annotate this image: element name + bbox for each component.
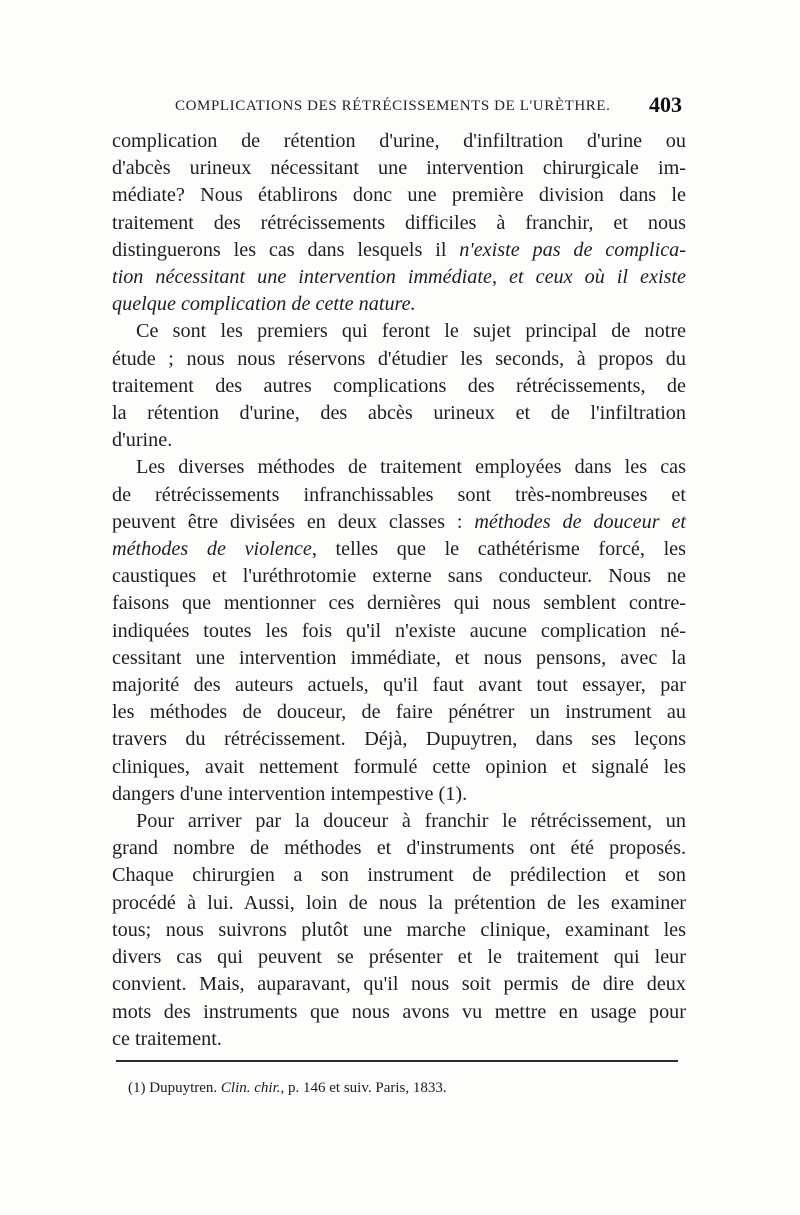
text-line: grand nombre de méthodes et d'instruments ont été proposés.	[112, 837, 686, 860]
text-line	[112, 509, 686, 536]
footnote-author: Dupuytren.	[149, 1080, 218, 1096]
text-span: ,	[491, 266, 510, 289]
text-line: dangers d'une intervention intempestive (1).	[112, 782, 468, 805]
text-line: majorité des auteurs actuels, qu'il faut avant tout essayer, par	[112, 674, 686, 697]
italic-span: et ceux où il existe	[509, 266, 686, 289]
text-line: Chaque chirurgien a son instrument de prédilection et son	[112, 864, 686, 887]
text-line: étude ; nous nous réservons d'étudier les seconds, à propos du	[112, 347, 686, 370]
text-line: procédé à lui. Aussi, loin de nous la prétention de les examiner	[112, 891, 686, 914]
italic-span: n'existe pas de complica-	[459, 238, 687, 261]
text-span: , telles que le cathétérisme forcé, les	[311, 538, 686, 561]
footnote	[128, 1080, 447, 1097]
text-line: faisons que mentionner ces dernières qui nous semblent contre-	[112, 592, 686, 615]
text-line: Ce sont les premiers qui feront le sujet principal de notre	[136, 320, 686, 343]
text-line: mots des instruments que nous avons vu mettre en usage pour	[112, 1000, 686, 1023]
text-line: d'abcès urineux nécessitant une intervention chirurgicale im-	[112, 157, 686, 180]
text-line	[112, 264, 686, 291]
text-line: complication de rétention d'urine, d'infiltration d'urine ou	[112, 130, 686, 152]
paragraph-4	[112, 808, 686, 1053]
footnote-marker: (1)	[128, 1080, 146, 1096]
text-line: traitement des rétrécissements difficiles à franchir, et nous	[112, 211, 686, 234]
italic-span: méthodes de douceur et	[474, 510, 687, 533]
text-line: les méthodes de douceur, de faire pénétrer un instrument au	[112, 701, 686, 724]
text-line	[112, 536, 686, 563]
footnote-rule	[116, 1060, 678, 1062]
text-line: tous; nous suivrons plutôt une marche clinique, examinant les	[112, 918, 686, 941]
text-line: cliniques, avait nettement formulé cette opinion et signalé les	[112, 755, 686, 778]
page-number: 403	[649, 92, 682, 117]
text-line: travers du rétrécissement. Déjà, Dupuytren, dans ses leçons	[112, 728, 686, 751]
text-line: indiquées toutes les fois qu'il n'existe aucune complication né-	[112, 619, 686, 642]
paragraph-1	[112, 128, 686, 318]
text-span: distinguerons les cas dans lesquels il	[112, 238, 447, 261]
text-line: Les diverses méthodes de traitement employées dans les cas	[136, 456, 686, 479]
text-line: cessitant une intervention immédiate, et nous pensons, avec la	[112, 646, 686, 669]
text-line: la rétention d'urine, des abcès urineux et de l'infiltration	[112, 402, 686, 425]
text-line: d'urine.	[112, 429, 173, 452]
page-header	[175, 92, 685, 122]
text-line: caustiques et l'uréthrotomie externe sans conducteur. Nous ne	[112, 565, 686, 588]
text-line	[112, 291, 686, 318]
paragraph-3	[112, 454, 686, 808]
running-head: COMPLICATIONS DES RÉTRÉCISSEMENTS DE L'URÈTHRE.	[175, 98, 611, 114]
text-line: divers cas qui peuvent se présenter et le traitement qui leur	[112, 946, 686, 969]
footnote-title: Clin. chir.	[220, 1080, 281, 1096]
italic-span: méthodes de violence	[112, 538, 312, 561]
text-line: de rétrécissements infranchissables sont très-nombreuses et	[112, 483, 686, 506]
paragraph-2	[112, 318, 686, 454]
text-line: médiate? Nous établirons donc une première division dans le	[112, 184, 686, 207]
text-span: peuvent être divisées en deux classes :	[112, 510, 463, 533]
text-line: traitement des autres complications des rétrécissements, de	[112, 374, 686, 397]
text-line: convient. Mais, auparavant, qu'il nous soit permis de dire deux	[112, 973, 686, 996]
footnote-rest: , p. 146 et suiv. Paris, 1833.	[280, 1080, 447, 1096]
italic-span: tion nécessitant une intervention immédiate	[112, 266, 492, 289]
text-line: ce traitement.	[112, 1027, 222, 1050]
body-text	[112, 128, 686, 1053]
italic-span: quelque complication de cette nature.	[112, 293, 416, 316]
text-line: Pour arriver par la douceur à franchir le rétrécissement, un	[136, 810, 686, 833]
text-line	[112, 237, 686, 264]
